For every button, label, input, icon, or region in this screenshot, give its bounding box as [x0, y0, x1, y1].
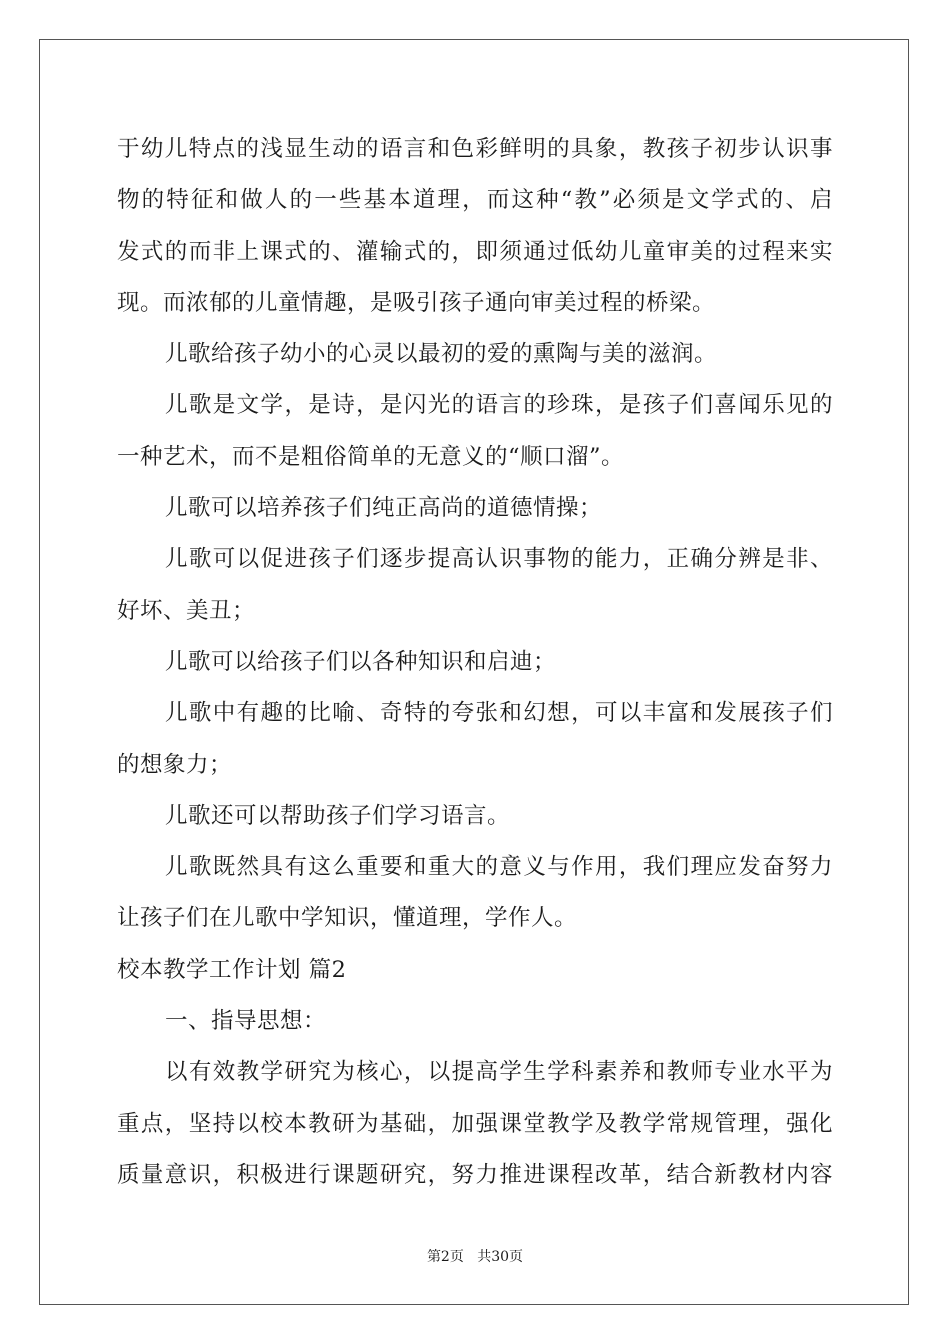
page-total: 共30页 — [477, 1249, 524, 1265]
text-line: 一种艺术，而不是粗俗简单的无意义的“顺口溜”。 — [117, 443, 625, 470]
text-line: 重点，坚持以校本教研为基础，加强课堂教学及教学常规管理，强化 — [117, 1110, 833, 1137]
text-line: 儿歌是文学，是诗，是闪光的语言的珍珠，是孩子们喜闻乐见的 — [165, 392, 833, 419]
text-line: 质量意识，积极进行课题研究，努力推进课程改革，结合新教材内容 — [117, 1161, 833, 1188]
document-body — [117, 124, 833, 1201]
text-line: 儿歌既然具有这么重要和重大的意义与作用，我们理应发奋努力 — [165, 854, 833, 881]
text-line: 以有效教学研究为核心，以提高学生学科素养和教师专业水平为 — [165, 1059, 833, 1086]
text-line: 现。而浓郁的儿童情趣，是吸引孩子通向审美过程的桥梁。 — [117, 289, 716, 316]
text-line: 的想象力； — [117, 751, 233, 778]
text-line: 发式的而非上课式的、灌输式的，即须通过低幼儿童审美的过程来实 — [117, 238, 833, 265]
text-line: 好坏、美丑； — [117, 597, 256, 624]
page-footer — [0, 1246, 950, 1266]
text-line: 校本教学工作计划 篇2 — [117, 956, 347, 983]
text-line: 于幼儿特点的浅显生动的语言和色彩鲜明的具象，教孩子初步认识事 — [117, 136, 833, 162]
page-number: 第2页 — [426, 1249, 464, 1265]
text-line: 一、指导思想： — [165, 1008, 327, 1035]
text-line: 儿歌可以促进孩子们逐步提高认识事物的能力，正确分辨是非、 — [165, 546, 833, 573]
text-line: 让孩子们在儿歌中学知识，懂道理，学作人。 — [117, 905, 578, 932]
text-line: 儿歌可以给孩子们以各种知识和启迪； — [165, 648, 557, 675]
text-line: 儿歌中有趣的比喻、奇特的夸张和幻想，可以丰富和发展孩子们 — [165, 700, 833, 727]
text-line: 儿歌还可以帮助孩子们学习语言。 — [165, 802, 511, 829]
text-line: 儿歌给孩子幼小的心灵以最初的爱的熏陶与美的滋润。 — [165, 341, 718, 368]
text-line: 儿歌可以培养孩子们纯正高尚的道德情操； — [165, 495, 603, 522]
text-line: 物的特征和做人的一些基本道理，而这种“教”必须是文学式的、启 — [117, 187, 833, 214]
